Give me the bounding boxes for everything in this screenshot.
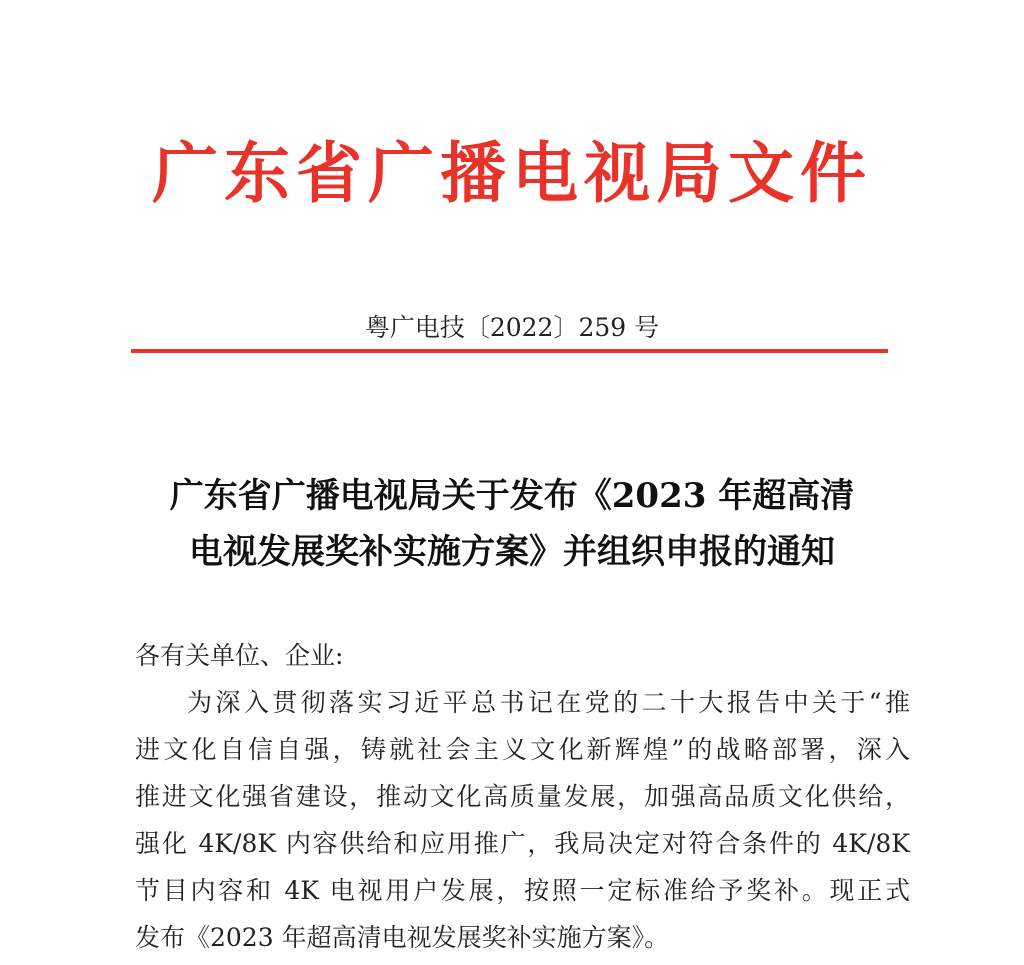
salutation: 各有关单位、企业:	[135, 641, 344, 670]
body-line-6: 发布《2023 年超高清电视发展奖补实施方案》。	[135, 923, 670, 952]
title-line-1: 广东省广播电视局关于发布《2023 年超高清	[169, 476, 855, 516]
document-body	[135, 632, 910, 961]
body-line-5: 节目内容和 4K 电视用户发展，按照一定标准给予奖补。现正式	[135, 876, 910, 905]
document-number: 粤广电技〔2022〕259 号	[364, 313, 660, 342]
body-line-4: 强化 4K/8K 内容供给和应用推广，我局决定对符合条件的 4K/8K	[135, 829, 910, 858]
header-divider	[131, 349, 888, 353]
title-line-2: 电视发展奖补实施方案》并组织申报的通知	[189, 532, 835, 572]
body-line-3: 推进文化强省建设，推动文化高质量发展，加强高品质文化供给，	[135, 782, 910, 811]
document-header: 广东省广播电视局文件	[152, 134, 872, 212]
body-line-2: 进文化自信自强，铸就社会主义文化新辉煌”的战略部署，深入	[135, 735, 910, 764]
document-title	[0, 468, 1024, 580]
body-line-1: 为深入贯彻落实习近平总书记在党的二十大报告中关于“推	[187, 688, 910, 717]
